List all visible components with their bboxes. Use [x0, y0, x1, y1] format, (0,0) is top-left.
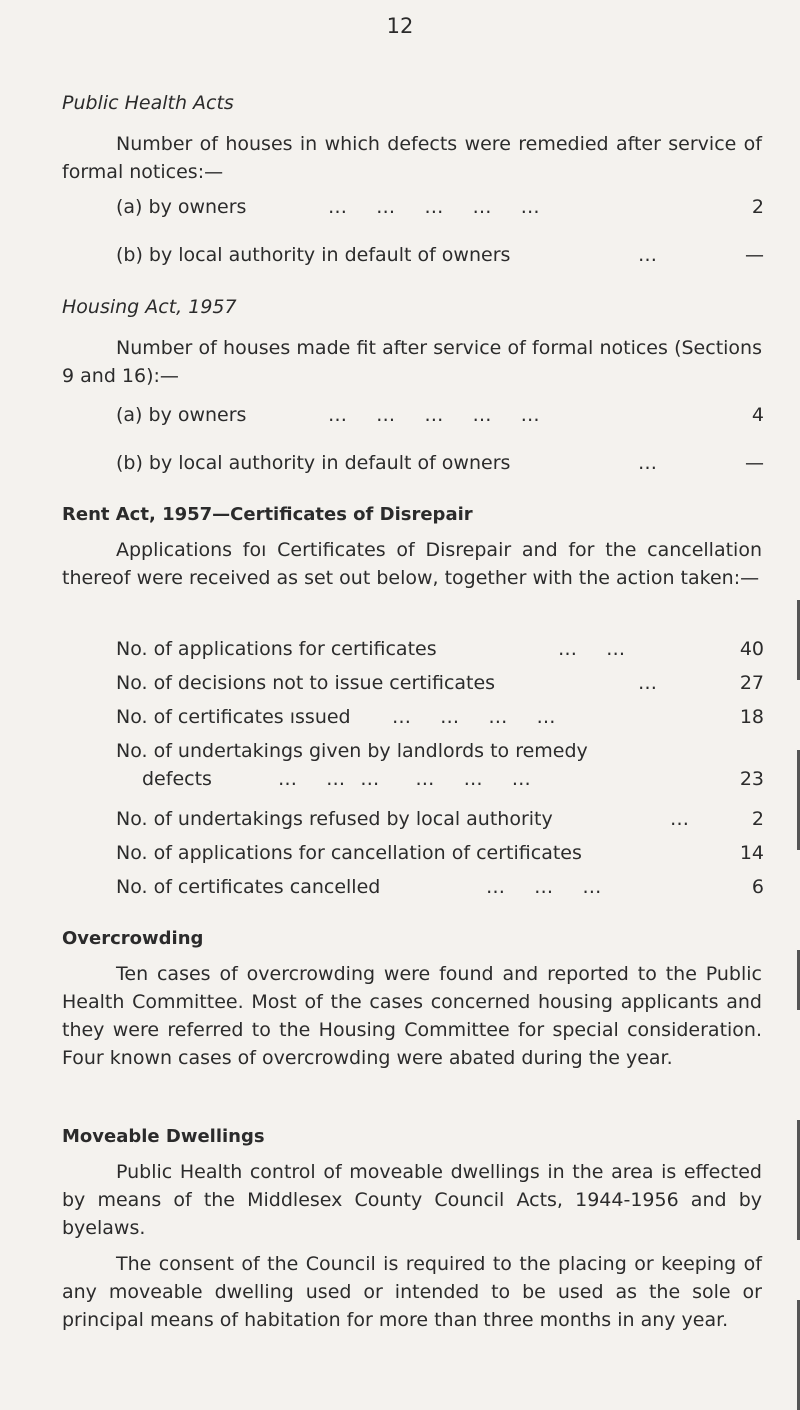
public-health-acts-heading: Public Health Acts	[62, 92, 234, 114]
item-label: (a) by owners	[116, 404, 247, 426]
item-label: No. of undertakings refused by local authority	[116, 808, 553, 830]
item-value: —	[745, 452, 764, 474]
item-value: 18	[739, 706, 764, 728]
table-row	[116, 740, 764, 794]
item-value: 4	[751, 404, 764, 426]
leader-dots: … … … …	[392, 706, 557, 728]
moveable-dwellings-text-2: The consent of the Council is required to the placing or keeping of any moveable dwelling used or intended to be used as the sole or principal means of habitation for more than three months in any year.	[62, 1253, 762, 1331]
table-row	[116, 876, 764, 902]
list-item	[116, 244, 764, 270]
list-item	[116, 452, 764, 478]
item-value: 6	[751, 876, 764, 898]
item-label: No. of certificates ıssued	[116, 706, 351, 728]
leader-dots: … …	[558, 638, 627, 660]
item-label: No. of applications for cancellation of certificates	[116, 842, 582, 864]
item-value: 40	[739, 638, 764, 660]
item-value: —	[745, 244, 764, 266]
item-value: 23	[739, 768, 764, 790]
list-item	[116, 404, 764, 430]
leader-dots: … … … … … …	[278, 768, 532, 790]
housing-act-intro: Number of houses made fit after service of formal notices (Sections 9 and 16):—	[62, 337, 762, 387]
item-label: No. of undertakings given by landlords to remedy	[116, 740, 588, 762]
list-item	[116, 196, 764, 222]
leader-dots: … … …	[486, 876, 603, 898]
leader-dots: …	[670, 808, 690, 830]
item-label: (b) by local authority in default of owners	[116, 244, 511, 266]
item-value: 2	[751, 196, 764, 218]
table-row	[116, 842, 764, 868]
item-value: 27	[739, 672, 764, 694]
page-number: 12	[386, 14, 414, 38]
rent-act-heading: Rent Act, 1957—Certificates of Disrepair	[62, 504, 473, 525]
rent-act-intro: Applications foı Certificates of Disrepair and for the cancellation thereof were received as set out below, together with the action taken:—	[62, 539, 762, 589]
item-value: 2	[751, 808, 764, 830]
moveable-dwellings-text-1: Public Health control of moveable dwellings in the area is effected by means of the Middlesex County Council Acts, 1944-1956 and by byelaws.	[62, 1161, 762, 1239]
item-label: (a) by owners	[116, 196, 247, 218]
overcrowding-text: Ten cases of overcrowding were found and reported to the Public Health Committee. Most of the cases concerned housing applicants and they were referred to the Housing Committee for special consideration. Four known cases of overcrowding were abated during the year.	[62, 963, 762, 1069]
leader-dots: …	[638, 452, 658, 474]
leader-dots: … … … … …	[328, 196, 541, 218]
item-label: No. of certificates cancelled	[116, 876, 381, 898]
leader-dots: …	[638, 244, 658, 266]
leader-dots: … … … … …	[328, 404, 541, 426]
item-label: (b) by local authority in default of owners	[116, 452, 511, 474]
item-label-continued: defects	[142, 768, 212, 790]
table-row	[116, 638, 764, 664]
item-value: 14	[739, 842, 764, 864]
table-row	[116, 672, 764, 698]
item-label: No. of decisions not to issue certificates	[116, 672, 496, 694]
item-label: No. of applications for certificates	[116, 638, 437, 660]
leader-dots: …	[638, 672, 658, 694]
table-row	[116, 706, 764, 732]
overcrowding-heading: Overcrowding	[62, 928, 204, 949]
moveable-dwellings-heading: Moveable Dwellings	[62, 1126, 265, 1147]
public-health-acts-intro: Number of houses in which defects were remedied after service of formal notices:—	[62, 133, 762, 183]
table-row	[116, 808, 764, 834]
housing-act-heading: Housing Act, 1957	[62, 296, 237, 318]
